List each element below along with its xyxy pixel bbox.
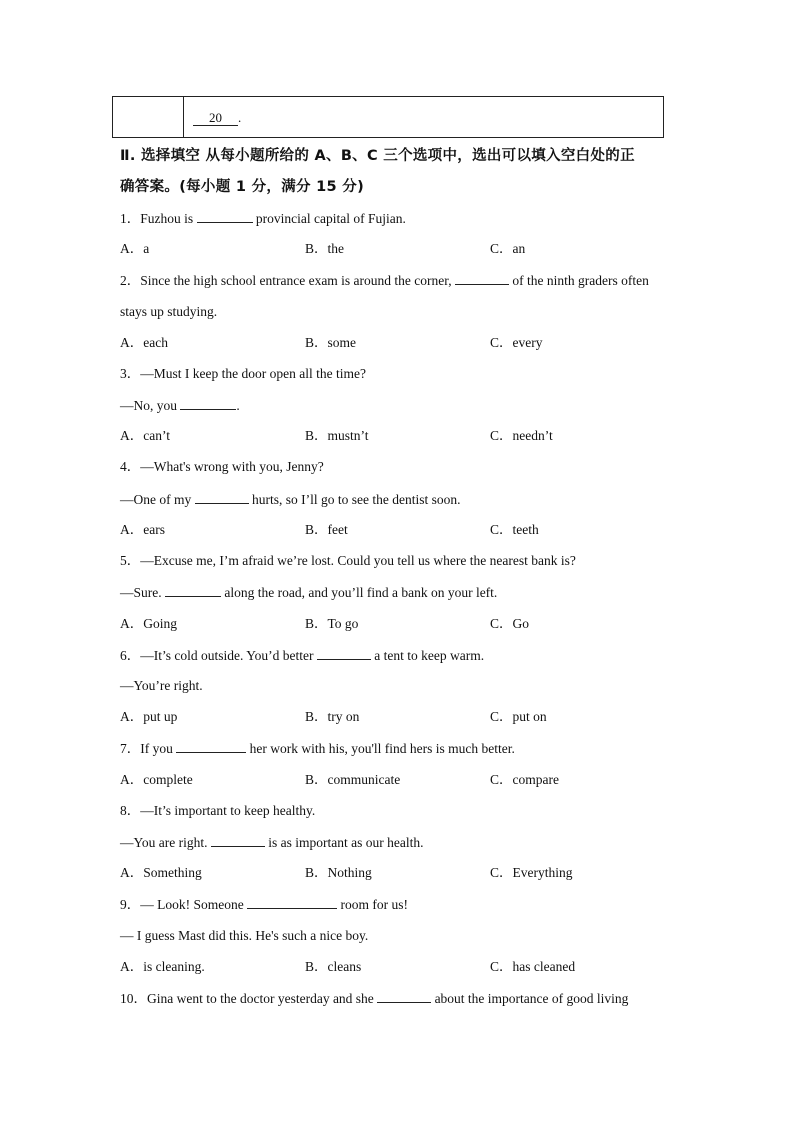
question-10-line-1: [120, 990, 628, 1007]
question-6-option-b[interactable]: B．try on: [305, 709, 360, 724]
question-text: her work with his, you'll find hers is much better.: [246, 741, 515, 756]
question-1-option-b[interactable]: B．the: [305, 241, 344, 256]
answer-blank[interactable]: [455, 272, 509, 285]
question-8-option-a[interactable]: A．Something: [120, 865, 202, 880]
question-5-line-1: [120, 553, 576, 569]
question-3-option-b[interactable]: B．mustn’t: [305, 428, 369, 443]
table-cell-text: [193, 110, 241, 126]
answer-blank[interactable]: [176, 740, 246, 753]
question-8-option-b[interactable]: B．Nothing: [305, 865, 372, 880]
question-5-option-b[interactable]: B．To go: [305, 616, 359, 631]
section-heading-line1: Ⅱ. 选择填空 从每小题所给的 A、B、C 三个选项中，选出可以填入空白处的正: [120, 148, 635, 164]
question-4-option-b[interactable]: B．feet: [305, 522, 348, 537]
question-text: —No, you: [120, 398, 181, 413]
question-8-line-2: [120, 834, 423, 851]
question-4-line-2: [120, 491, 460, 508]
question-6-line-2: [120, 678, 203, 694]
answer-blank[interactable]: [165, 584, 221, 597]
question-5-option-c[interactable]: C．Go: [490, 616, 530, 631]
question-text: along the road, and you’ll find a bank on your left.: [221, 585, 498, 600]
question-2-line-1: [120, 272, 649, 289]
question-9-line-1: [120, 896, 408, 913]
question-5-line-2: [120, 584, 497, 601]
question-text: about the importance of good living: [431, 991, 629, 1006]
question-1-option-c[interactable]: C．an: [490, 241, 526, 256]
question-2-line-2: [120, 304, 217, 320]
section-heading-line2: 确答案。(每小题 1 分，满分 15 分): [120, 179, 365, 195]
question-3-line-2: [120, 397, 240, 414]
question-text: —You are right.: [120, 835, 211, 850]
table-cell-left: [113, 97, 184, 137]
question-7-line-1: [120, 740, 515, 757]
question-text: 8．—It’s important to keep healthy.: [120, 803, 316, 818]
question-9-line-2: [120, 928, 368, 944]
blank-number: 20: [193, 111, 238, 126]
question-text: provincial capital of Fujian.: [252, 211, 406, 226]
question-text: room for us!: [337, 897, 408, 912]
question-8-line-1: [120, 803, 315, 819]
question-9-option-c[interactable]: C．has cleaned: [490, 959, 576, 974]
question-text: —Sure.: [120, 585, 165, 600]
question-6-line-1: [120, 647, 484, 664]
answer-table: [112, 96, 664, 138]
question-2-option-a[interactable]: A．each: [120, 335, 168, 350]
question-6-option-c[interactable]: C．put on: [490, 709, 547, 724]
table-cell-right: [184, 97, 663, 137]
question-text: 3．—Must I keep the door open all the time?: [120, 366, 366, 381]
question-3-option-a[interactable]: A．can’t: [120, 428, 170, 443]
answer-blank[interactable]: [377, 990, 431, 1003]
answer-blank[interactable]: [197, 210, 253, 223]
question-1-option-a[interactable]: A．a: [120, 241, 150, 256]
question-text: .: [236, 398, 240, 413]
question-7-option-a[interactable]: A．complete: [120, 772, 193, 787]
question-text: 5．—Excuse me, I’m afraid we’re lost. Could you tell us where the nearest bank is?: [120, 553, 576, 568]
question-text: a tent to keep warm.: [370, 648, 485, 663]
question-text: 2．Since the high school entrance exam is around the corner,: [120, 273, 455, 288]
answer-blank[interactable]: [247, 896, 337, 909]
question-text: —You’re right.: [120, 678, 203, 693]
question-text: is as important as our health.: [264, 835, 424, 850]
answer-blank[interactable]: [317, 647, 371, 660]
question-3-line-1: [120, 366, 366, 382]
question-1-line-1: [120, 210, 406, 227]
question-9-option-a[interactable]: A．is cleaning.: [120, 959, 205, 974]
question-text: —One of my: [120, 492, 195, 507]
question-6-option-a[interactable]: A．put up: [120, 709, 178, 724]
question-5-option-a[interactable]: A．Going: [120, 616, 177, 631]
question-text: 4．—What's wrong with you, Jenny?: [120, 459, 324, 474]
question-4-line-1: [120, 459, 324, 475]
blank-suffix: .: [238, 110, 242, 125]
question-9-option-b[interactable]: B．cleans: [305, 959, 362, 974]
question-text: hurts, so I’ll go to see the dentist soon.: [248, 492, 461, 507]
question-text: stays up studying.: [120, 304, 218, 319]
question-3-option-c[interactable]: C．needn’t: [490, 428, 553, 443]
question-7-option-b[interactable]: B．communicate: [305, 772, 401, 787]
question-text: — I guess Mast did this. He's such a nice boy.: [120, 928, 369, 943]
question-2-option-c[interactable]: C．every: [490, 335, 543, 350]
answer-blank[interactable]: [180, 397, 236, 410]
question-4-option-c[interactable]: C．teeth: [490, 522, 539, 537]
question-7-option-c[interactable]: C．compare: [490, 772, 559, 787]
question-8-option-c[interactable]: C．Everything: [490, 865, 573, 880]
question-text: 7．If you: [120, 741, 177, 756]
question-4-option-a[interactable]: A．ears: [120, 522, 165, 537]
question-2-option-b[interactable]: B．some: [305, 335, 357, 350]
question-text: 10．Gina went to the doctor yesterday and she: [120, 991, 378, 1006]
question-text: 1．Fuzhou is: [120, 211, 197, 226]
answer-blank[interactable]: [195, 491, 249, 504]
question-text: 9．— Look! Someone: [120, 897, 248, 912]
question-text: of the ninth graders often: [508, 273, 649, 288]
question-text: 6．—It’s cold outside. You’d better: [120, 648, 317, 663]
answer-blank[interactable]: [211, 834, 265, 847]
